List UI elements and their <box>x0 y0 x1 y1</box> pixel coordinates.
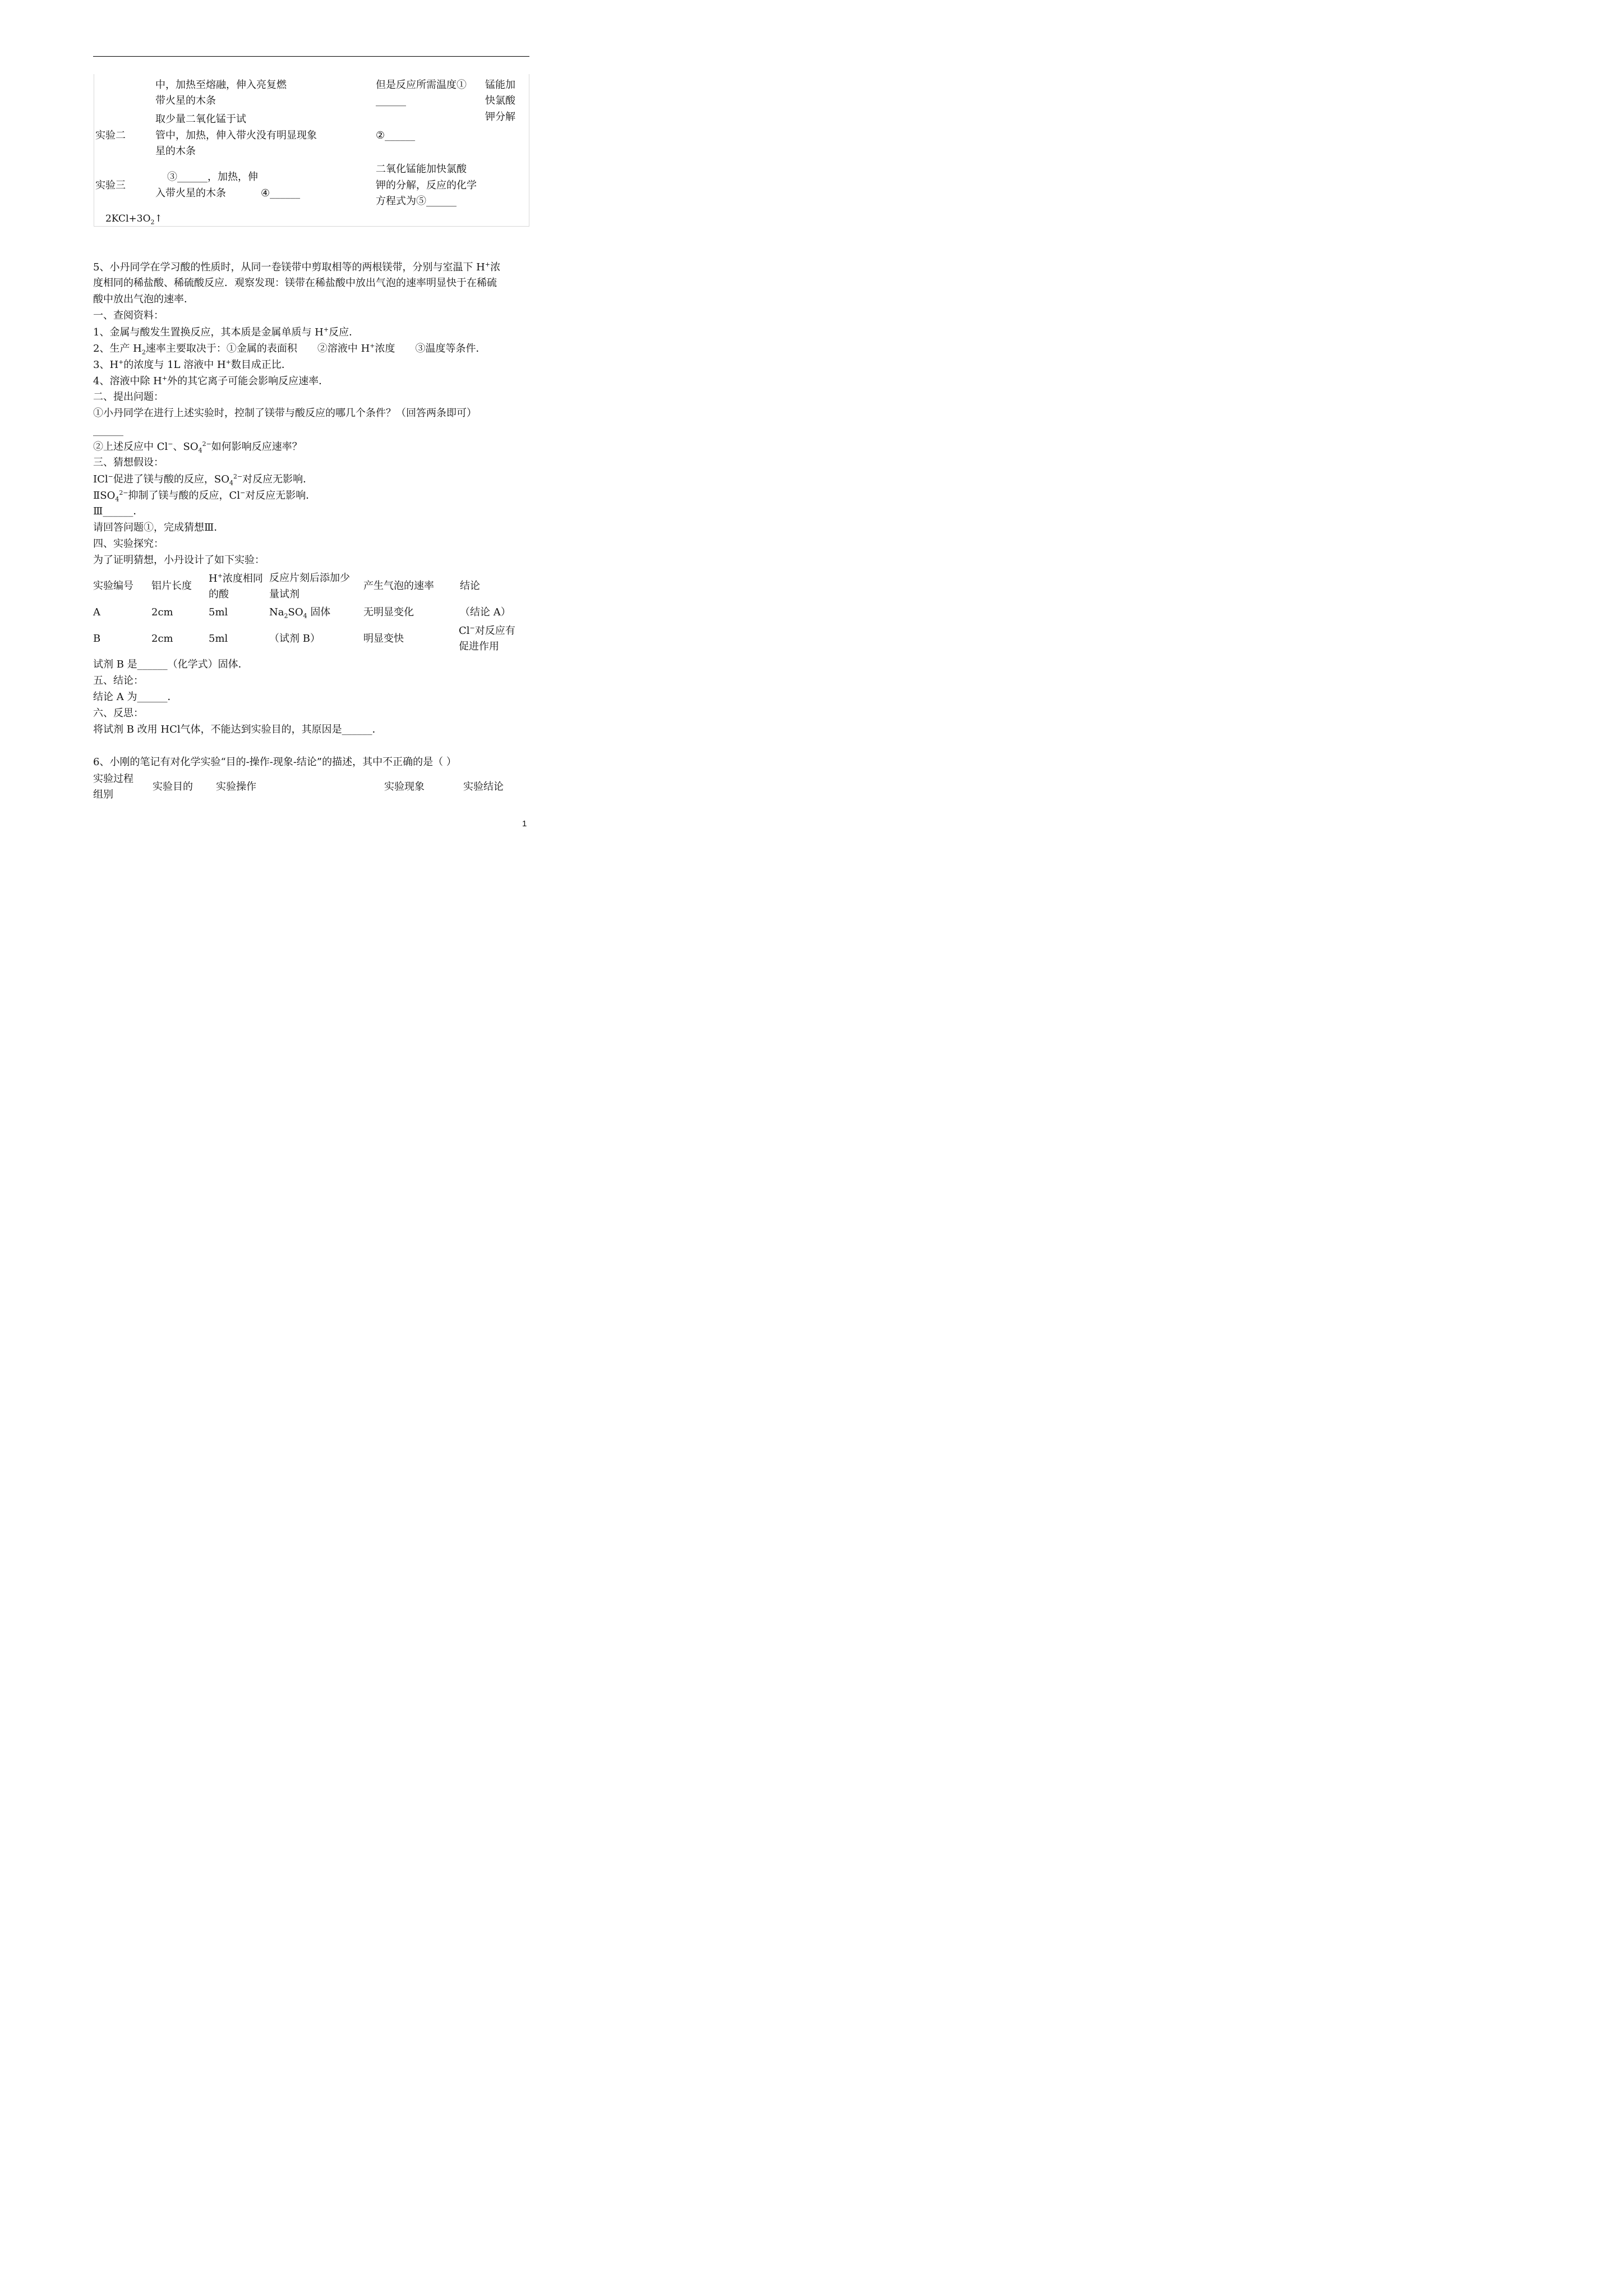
q5-intro-line1: 5、小丹同学在学习酸的性质时，从同一卷镁带中剪取相等的两根镁带，分别与室温下 H+浓 <box>93 261 501 273</box>
row1-operation-line1: 中，加热至熔融，伸入亮复燃 <box>155 79 287 91</box>
row2-operation-line1: 取少量二氧化锰于试 <box>155 113 246 125</box>
table-row-a-acid: 5ml <box>209 606 228 618</box>
q5-section3-title: 三、猜想假设： <box>93 457 164 468</box>
table-row-b-id: B <box>93 633 101 645</box>
q5-section2-blank: ______ <box>93 425 123 436</box>
q5-section1-item2: 2、生产 $H_2$速率主要取决于：①金属的表面积 ②溶液中 H+浓度 ③温度等条件． <box>93 342 486 356</box>
table-header-reagent-line2: 量试剂 <box>269 588 299 600</box>
q5-hypothesis1: ⅠCl−促进了镁与酸的反应，$SO_4^{2-}$对反应无影响． <box>93 473 313 487</box>
table-row-a-rate: 无明显变化 <box>363 606 414 618</box>
row1-conclusion-line1: 锰能加 <box>485 79 515 91</box>
table-row-b-conclusion-line1: Cl−对反应有 <box>459 624 515 637</box>
table-row-a-reagent: $Na_2SO_4$ 固体 <box>269 606 331 620</box>
table-row-b-rate: 明显变快 <box>363 633 404 645</box>
table-header-id: 实验编号 <box>93 580 133 592</box>
q5-intro-line3: 酸中放出气泡的速率． <box>93 293 194 305</box>
row3-phenomenon: ④______ <box>261 187 301 199</box>
table-row-b-conclusion-line2: 促进作用 <box>459 641 499 652</box>
q5-section1-item3: 3、H+的浓度与 1L 溶液中 H+数目成正比． <box>93 358 292 371</box>
row3-operation-line2: 入带火星的木条 <box>155 187 226 199</box>
row1-conclusion-line3: 钾分解 <box>485 111 515 123</box>
q5-reagent-b-question: 试剂 B 是______（化学式）固体． <box>93 659 248 670</box>
table-header-conclusion: 结论 <box>460 580 480 592</box>
q5-section4-intro: 为了证明猜想，小丹设计了如下实验： <box>93 554 265 566</box>
q6-header-purpose: 实验目的 <box>153 781 193 793</box>
table-header-length: 铝片长度 <box>151 580 192 592</box>
equation-footer: $2KCl+3O_2↑$ <box>105 213 163 226</box>
row3-label: 实验三 <box>95 180 126 191</box>
q5-hypothesis3: Ⅲ______． <box>93 505 144 517</box>
q5-section1-item1: 1、金属与酸发生置换反应，其本质是金属单质与 H+反应． <box>93 326 359 338</box>
q5-section6-title: 六、反思： <box>93 707 144 719</box>
table-header-acid-line1: H+浓度相同 <box>209 572 263 585</box>
row1-analysis-line1: 但是反应所需温度① <box>376 79 467 91</box>
row2-analysis: ②______ <box>376 130 416 141</box>
row3-analysis-line3: 方程式为⑤______ <box>376 195 457 207</box>
row1-analysis-blank: ______ <box>376 95 406 107</box>
table-header-rate: 产生气泡的速率 <box>363 580 434 592</box>
page-number: 1 <box>522 819 527 829</box>
table-row-b-acid: 5ml <box>209 633 228 645</box>
table-row-a-conclusion: （结论 A） <box>460 606 511 618</box>
row3-analysis-line2: 钾的分解，反应的化学 <box>376 180 477 191</box>
q5-intro-line2: 度相同的稀盐酸、稀硫酸反应．观察发现：镁带在稀盐酸中放出气泡的速率明显快于在稀硫 <box>93 277 497 289</box>
q6-stem: 6、小刚的笔记有对化学实验“目的-操作-现象-结论”的描述，其中不正确的是（ ） <box>93 756 457 768</box>
q5-section2-title: 二、提出问题： <box>93 391 164 403</box>
row2-operation-line3: 星的木条 <box>155 145 196 157</box>
q5-section5-title: 五、结论： <box>93 675 144 687</box>
q5-section5-text: 结论 A 为______． <box>93 691 178 703</box>
row1-conclusion-line2: 快氯酸 <box>485 95 515 107</box>
table-row-a-length: 2cm <box>151 606 173 618</box>
q5-section2-question2: ②上述反应中 Cl−、$SO_4^{2-}$如何影响反应速率？ <box>93 440 302 454</box>
table-header-acid-line2: 的酸 <box>209 588 229 600</box>
header-rule <box>93 56 529 57</box>
row3-analysis-line1: 二氧化锰能加快氯酸 <box>376 163 467 175</box>
table-header-reagent-line1: 反应片刻后添加少 <box>269 572 350 584</box>
q5-section4-title: 四、实验探究： <box>93 538 164 550</box>
q5-section2-question1: ①小丹同学在进行上述实验时，控制了镁带与酸反应的哪几个条件？（回答两条即可） <box>93 407 477 419</box>
row2-label: 实验二 <box>95 130 126 141</box>
table-row-b-reagent: （试剂 B） <box>269 633 320 645</box>
row2-operation-line2: 管中，加热，伸入带火没有明显现象 <box>155 130 317 141</box>
row1-operation-line2: 带火星的木条 <box>155 95 216 107</box>
table-row-a-id: A <box>93 606 100 618</box>
table-row-b-length: 2cm <box>151 633 173 645</box>
q5-hypothesis2: $ⅡSO_4^{2-}$抑制了镁与酸的反应，Cl−对反应无影响． <box>93 489 316 503</box>
q6-header-phenomenon: 实验现象 <box>384 781 425 793</box>
q6-header-group-line2: 组别 <box>93 789 113 800</box>
q5-hypothesis-note: 请回答问题①，完成猜想Ⅲ． <box>93 522 224 533</box>
q5-section1-title: 一、查阅资料： <box>93 310 164 321</box>
q5-section1-item4: 4、溶液中除 H+外的其它离子可能会影响反应速率． <box>93 375 329 387</box>
q5-section6-text: 将试剂 B 改用 HCl气体，不能达到实验目的，其原因是______． <box>93 724 382 735</box>
q6-header-conclusion: 实验结论 <box>463 781 504 793</box>
row3-operation-line1: ③______，加热，伸 <box>167 171 258 183</box>
q6-header-operation: 实验操作 <box>216 781 256 793</box>
q6-header-group-line1: 实验过程 <box>93 773 133 785</box>
